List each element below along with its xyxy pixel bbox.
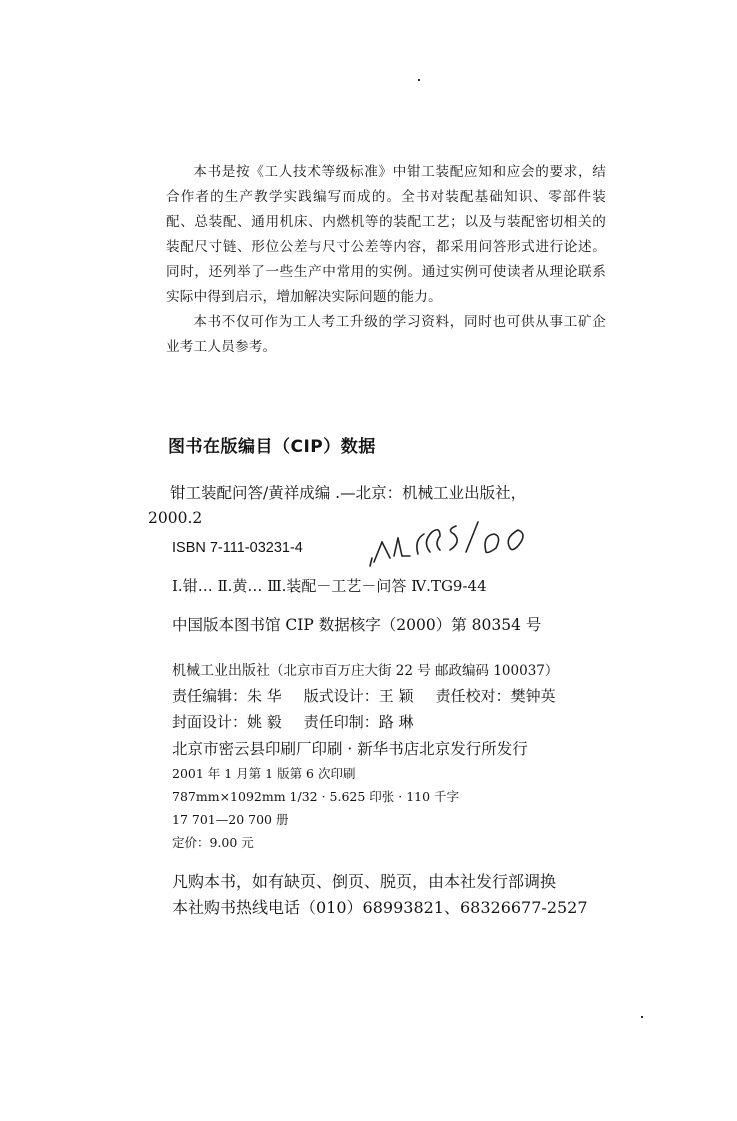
abstract-paragraph: 本书是按《工人技术等级标准》中钳工装配应知和应会的要求，结合作者的生产教学实践编写而成的。全书对装配基础知识、零部件装配、总装配、通用机床、内燃机等的装配工艺；以及与装配密切相关的装配尺寸链、形位公差与尺寸公差等内容，都采用问答形式进行论述。同时，还列举了一些生产中常用的实例。通过实例可使读者从理论联系实际中得到启示，增加解决实际问题的能力。 <box>166 164 606 305</box>
abstract-paragraph: 本书不仅可作为工人考工升级的学习资料，同时也可供从事工矿企业考工人员参考。 <box>166 314 606 355</box>
credit-editor: 责任编辑：朱 华 <box>172 687 282 705</box>
handwritten-call-number <box>368 512 538 572</box>
credit-proofreader: 责任校对：樊钟英 <box>435 687 556 705</box>
edition-info: 2001 年 1 月第 1 版第 6 次印刷 <box>172 766 356 781</box>
defect-notice: 凡购本书，如有缺页、倒页、脱页，由本社发行部调换 <box>172 872 557 891</box>
credit-printing-supervisor: 责任印制：路 琳 <box>303 713 414 731</box>
credits-line <box>172 685 556 706</box>
isbn: ISBN 7-111-03231-4 <box>172 540 303 556</box>
credit-layout: 版式设计：王 颖 <box>303 687 414 705</box>
credit-cover-design: 封面设计：姚 毅 <box>172 713 282 731</box>
cip-heading: 图书在版编目（CIP）数据 <box>168 437 376 457</box>
cip-index-terms: Ⅰ.钳… Ⅱ.黄… Ⅲ.装配－工艺－问答 Ⅳ.TG9-44 <box>172 577 487 595</box>
format-info: 787mm×1092mm 1/32 · 5.625 印张 · 110 千字 <box>172 789 460 804</box>
book-abstract <box>166 160 606 360</box>
cip-record-date: 2000.2 <box>148 509 203 527</box>
scan-speck <box>418 79 420 81</box>
credits-line <box>172 711 414 732</box>
publisher-line <box>172 659 558 680</box>
print-run: 17 701—20 700 册 <box>172 812 289 827</box>
scan-speck <box>641 1016 643 1018</box>
publisher-name: 机械工业出版社 <box>172 663 270 679</box>
publisher-address: （北京市百万庄大街 22 号 邮政编码 100037） <box>270 663 559 679</box>
price: 定价：9.00 元 <box>172 835 254 850</box>
cip-record-line: 钳工装配问答/黄祥成编 .—北京：机械工业出版社， <box>170 484 527 502</box>
printer-distributor: 北京市密云县印刷厂印刷 · 新华书店北京发行所发行 <box>172 740 528 758</box>
cip-data-number: 中国版本图书馆 CIP 数据核字（2000）第 80354 号 <box>172 616 542 634</box>
hotline-notice: 本社购书热线电话（010）68993821、68326677-2527 <box>172 898 588 917</box>
